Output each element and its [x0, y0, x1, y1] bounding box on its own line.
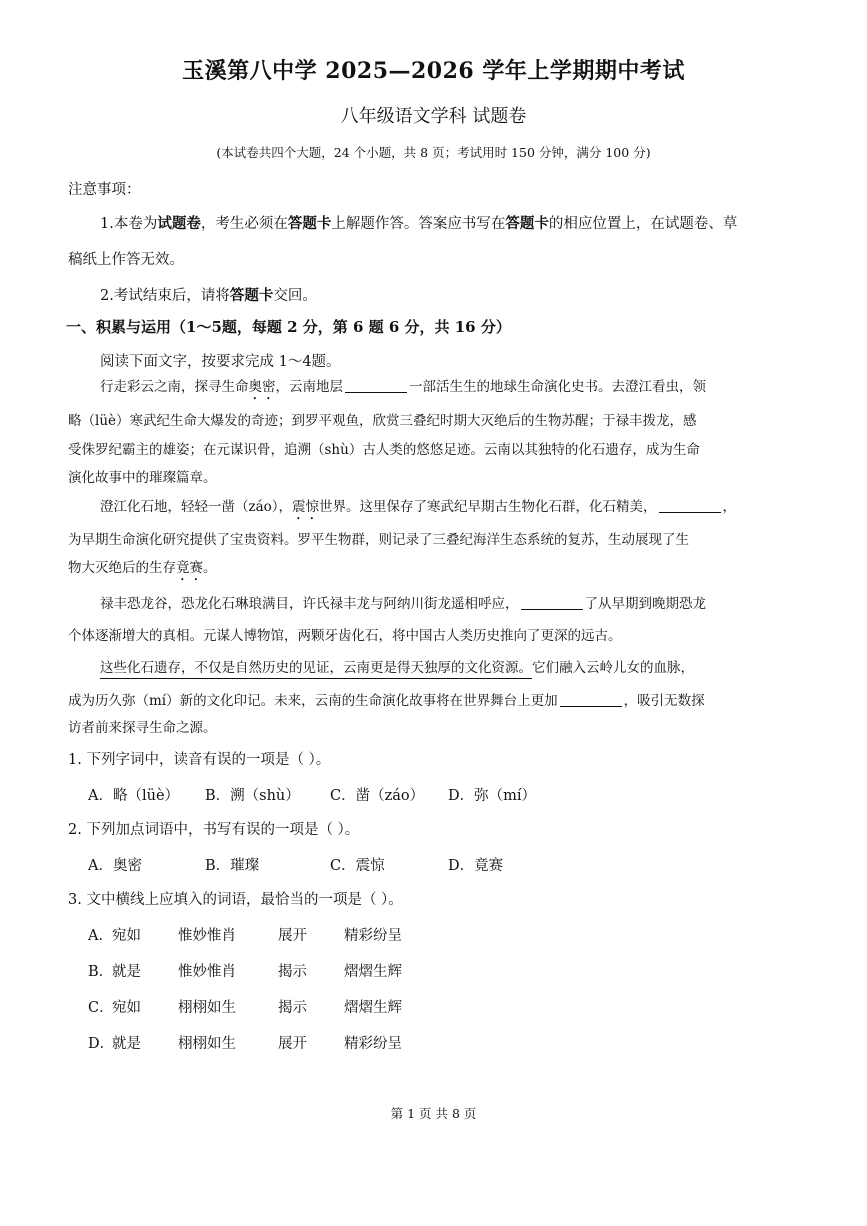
passage-line: 受侏罗纪霸主的雄姿；在元谋识骨，追溯（shù）古人类的悠悠足迹。云南以其独特的化石遗存，成为生命: [68, 442, 700, 458]
text: 上解题作答。答案应书写在: [331, 216, 506, 232]
exam-title: 玉溪第八中学 2025—2026 学年上学期期中考试: [182, 58, 685, 84]
page-footer: 第 1 页 共 8 页: [390, 1106, 477, 1121]
fill-blank: [659, 511, 721, 513]
passage-line: [100, 495, 808, 523]
text: 2.考试结束后，请将: [100, 288, 230, 304]
text: ，: [722, 499, 737, 515]
q2-option-a: A．奥密: [88, 858, 142, 874]
fill-blank: [560, 705, 622, 707]
dotted-word: 竟赛: [176, 560, 203, 576]
exam-subtitle: 八年级语文学科 试题卷: [340, 106, 527, 127]
section-heading: 一、积累与运用（1～5题，每题 2 分，第 6 题 6 分，共 16 分）: [66, 318, 511, 336]
text: 它们融入云岭儿女的血脉，: [532, 660, 694, 676]
q3-word: 宛如: [112, 928, 141, 944]
q3-word: 熠熠生辉: [344, 964, 402, 980]
q3-word: 揭示: [278, 1000, 307, 1016]
q3-word: 展开: [278, 928, 307, 944]
text: 成为历久弥（mí）新的文化印记。未来，云南的生命演化故事将在世界舞台上更加: [68, 693, 558, 709]
underlined-sentence: 这些化石遗存，不仅是自然历史的见证，云南更是得天独厚的文化资源。: [100, 660, 532, 679]
q3-word: 就是: [112, 1036, 141, 1052]
passage-line: 演化故事中的璀璨篇章。: [68, 470, 217, 486]
fill-blank: [521, 608, 583, 610]
q3-option-letter: D．: [88, 1036, 115, 1052]
dotted-word: 震惊: [292, 499, 320, 515]
q2-option-b: B．璀璨: [205, 858, 260, 874]
text: ，吸引无数探: [623, 693, 705, 709]
text-bold: 答题卡: [287, 215, 332, 232]
question-2-stem: 2. 下列加点词语中，书写有误的一项是（ ）。: [68, 822, 360, 838]
passage-line: [68, 556, 808, 584]
text: 1.本卷为: [100, 216, 158, 232]
passage-line: [100, 656, 808, 676]
dotted-word: 奥密: [248, 379, 276, 395]
q3-word: 宛如: [112, 1000, 141, 1016]
q1-option-b: B．溯（shù）: [205, 788, 300, 804]
q1-option-a: A．略（lüè）: [88, 788, 180, 804]
notice-item-1-cont: 稿纸上作答无效。: [68, 252, 184, 268]
passage-line: 个体逐渐增大的真相。元谋人博物馆，两颗牙齿化石，将中国古人类历史推向了更深的远古。: [68, 628, 622, 644]
passage-line: 为早期生命演化研究提供了宝贵资料。罗平生物群，则记录了三叠纪海洋生态系统的复苏，生动展现了生: [68, 532, 689, 548]
text: 一部活生生的地球生命演化史书。去澄江看虫，领: [409, 379, 706, 395]
passage-line: 访者前来探寻生命之源。: [68, 720, 217, 736]
q3-word: 展开: [278, 1036, 307, 1052]
q3-option-letter: A．: [88, 928, 113, 944]
text: 物大灭绝后的生存: [68, 560, 176, 576]
fill-blank: [345, 391, 407, 393]
text: 澄江化石地，轻轻一凿（záo），: [100, 499, 293, 515]
q3-word: 栩栩如生: [178, 1036, 236, 1052]
passage-line: [100, 375, 808, 403]
text: 了从早期到晚期恐龙: [584, 596, 706, 612]
q3-option-letter: B．: [88, 964, 114, 980]
q3-word: 栩栩如生: [178, 1000, 236, 1016]
passage-line: [100, 592, 808, 612]
q3-word: 精彩纷呈: [344, 1036, 402, 1052]
text: ，考生必须在: [200, 216, 288, 232]
text: 的相应位置上，在试题卷、草: [548, 216, 738, 232]
text: ，云南地层: [275, 379, 343, 395]
question-1-stem: 1. 下列字词中，读音有误的一项是（ ）。: [68, 752, 331, 768]
notice-heading: 注意事项：: [68, 182, 141, 198]
q3-word: 精彩纷呈: [344, 928, 402, 944]
text-bold: 试题卷: [157, 215, 201, 232]
q2-option-c: C．震惊: [330, 858, 385, 874]
notice-item-1: [100, 212, 808, 233]
text: 禄丰恐龙谷，恐龙化石琳琅满目，许氏禄丰龙与阿纳川街龙遥相呼应，: [100, 596, 519, 612]
notice-item-2: [100, 284, 808, 305]
exam-info: (本试卷共四个大题，24 个小题，共 8 页；考试用时 150 分钟，满分 100 分): [216, 145, 651, 160]
q3-word: 惟妙惟肖: [178, 928, 236, 944]
text: 世界。这里保存了寒武纪早期古生物化石群，化石精美，: [319, 499, 657, 515]
text: 交回。: [273, 288, 317, 304]
passage-line: [68, 689, 808, 709]
question-3-stem: 3. 文中横线上应填入的词语，最恰当的一项是（ ）。: [68, 892, 403, 908]
text-bold: 答题卡: [229, 287, 274, 304]
q2-option-d: D．竟赛: [448, 858, 504, 874]
text: 。: [203, 560, 217, 576]
section-instruction: 阅读下面文字，按要求完成 1～4题。: [100, 354, 341, 370]
text: 行走彩云之南，探寻生命: [100, 379, 249, 395]
q3-word: 就是: [112, 964, 141, 980]
q1-option-d: D．弥（mí）: [448, 788, 537, 804]
q3-word: 揭示: [278, 964, 307, 980]
q3-word: 熠熠生辉: [344, 1000, 402, 1016]
q3-option-letter: C．: [88, 1000, 114, 1016]
text-bold: 答题卡: [505, 215, 549, 232]
passage-line: 略（lüè）寒武纪生命大爆发的奇迹；到罗平观鱼，欣赏三叠纪时期大灭绝后的生物苏醒；于禄丰拨龙，感: [68, 413, 697, 429]
q1-option-c: C．凿（záo）: [330, 788, 425, 804]
q3-word: 惟妙惟肖: [178, 964, 236, 980]
